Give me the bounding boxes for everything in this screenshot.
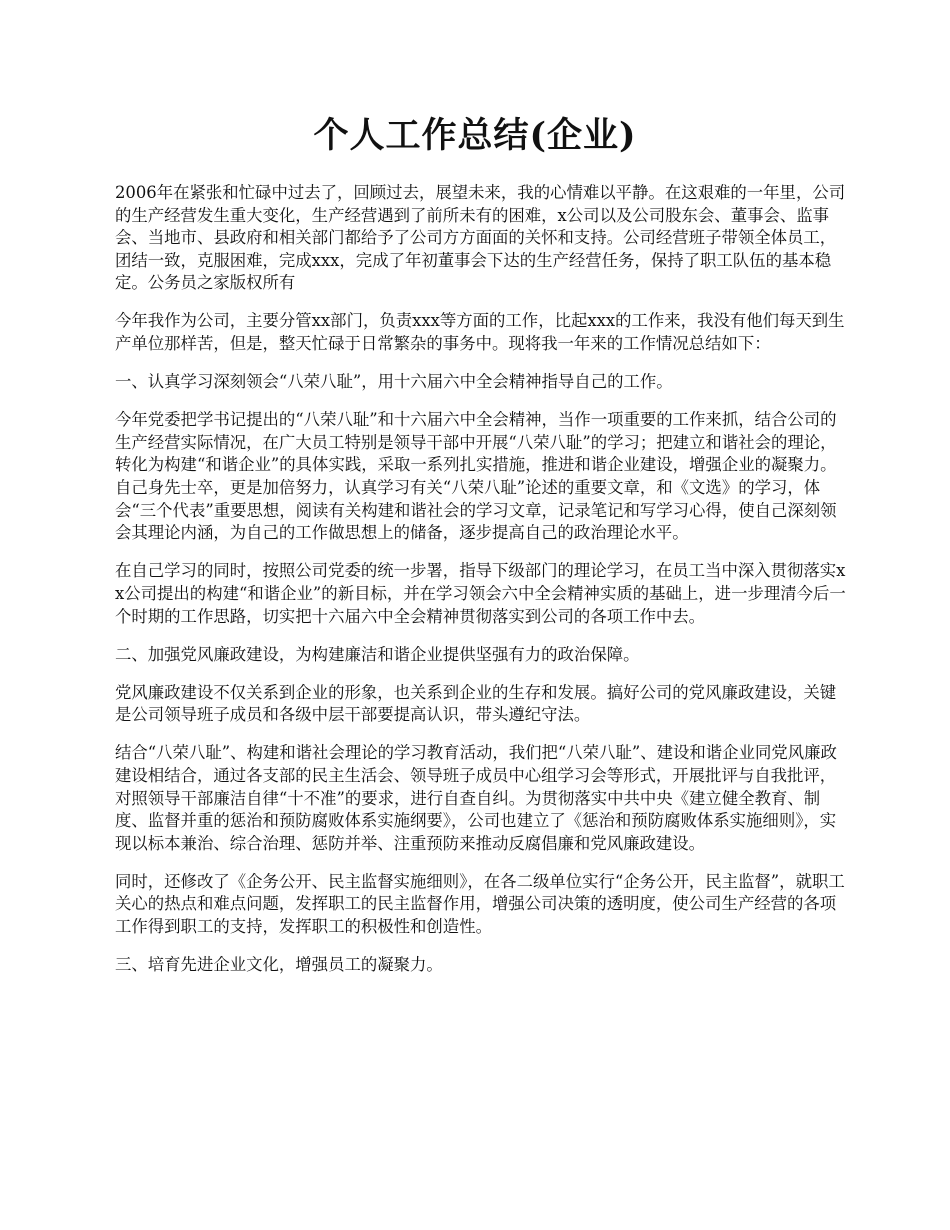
section-heading-2: 二、加强党风廉政建设，为构建廉洁和谐企业提供坚强有力的政治保障。 [115,644,640,664]
section-heading-3: 三、培育先进企业文化，增强员工的凝聚力。 [115,955,443,975]
paragraph-section-2-c: 同时，还修改了《企务公开、民主监督实施细则》，在各二级单位实行“企务公开，民主监督”，就职工关心的热点和难点问题，发挥职工的民主监督作用，增强公司决策的透明度，使公司生产经营的各项工作得到职工的支持，发挥职工的积极性和创造性。 [115,871,845,937]
section-heading-1: 一、认真学习深刻领会“八荣八耻”，用十六届六中全会精神指导自己的工作。 [115,372,673,392]
document-title: 个人工作总结(企业) [313,115,637,156]
paragraph-section-2-b: 结合“八荣八耻”、构建和谐社会理论的学习教育活动，我们把“八荣八耻”、建设和谐企业同党风廉政建设相结合，通过各支部的民主生活会、领导班子成员中心组学习会等形式，开展批评与自我批评，对照领导干部廉洁自律“十不准”的要求，进行自查自纠。为贯彻落实中共中央《建立健全教育、制度、监督并重的惩治和预防腐败体系实施纲要》，公司也建立了《惩治和预防腐败体系实施细则》，实现以标本兼治、综合治理、惩防并举、注重预防来推动反腐倡廉和党风廉政建设。 [115,743,837,853]
document-body [115,182,852,992]
paragraph-overview: 今年我作为公司，主要分管xx部门，负责xxx等方面的工作，比起xxx的工作来，我没有他们每天到生产单位那样苦，但是，整天忙碌于日常繁杂的事务中。现将我一年来的工作情况总结如下： [115,311,845,354]
paragraph-section-1-b: 在自己学习的同时，按照公司党委的统一步署，指导下级部门的理论学习，在员工当中深入贯彻落实xx公司提出的构建“和谐企业”的新目标，并在学习领会六中全会精神实质的基础上，进一步理清今后一个时期的工作思路，切实把十六届六中全会精神贯彻落实到公司的各项工作中去。 [115,561,846,626]
paragraph-intro: 2006年在紧张和忙碌中过去了，回顾过去，展望未来，我的心情难以平静。在这艰难的一年里，公司的生产经营发生重大变化，生产经营遇到了前所未有的困难，x公司以及公司股东会、董事会、监事会、当地市、县政府和相关部门都给予了公司方方面面的关怀和支持。公司经营班子带领全体员工，团结一致，克服困难，完成xxx，完成了年初董事会下达的生产经营任务，保持了职工队伍的基本稳定。公务员之家版权所有 [115,183,846,293]
paragraph-section-2-a: 党风廉政建设不仅关系到企业的形象，也关系到企业的生存和发展。搞好公司的党风廉政建设，关键是公司领导班子成员和各级中层干部要提高认识，带头遵纪守法。 [115,682,837,725]
paragraph-section-1-a: 今年党委把学书记提出的“八荣八耻”和十六届六中全会精神，当作一项重要的工作来抓，结合公司的生产经营实际情况，在广大员工特别是领导干部中开展“八荣八耻”的学习；把建立和谐社会的理论，转化为构建“和谐企业”的具体实践，采取一系列扎实措施，推进和谐企业建设，增强企业的凝聚力。自己身先士卒，更是加倍努力，认真学习有关“八荣八耻”论述的重要文章，和《文选》的学习，体会“三个代表”重要思想，阅读有关构建和谐社会的学习文章，记录笔记和写学习心得，使自己深刻领会其理论内涵，为自己的工作做思想上的储备，逐步提高自己的政治理论水平。 [115,410,837,543]
